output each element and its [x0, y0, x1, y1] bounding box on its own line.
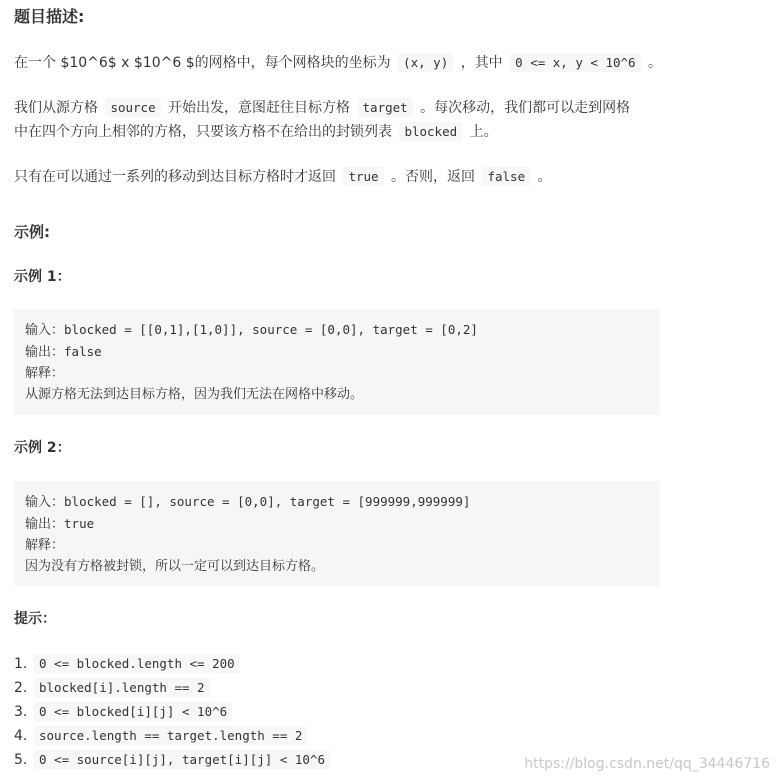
inline-code-false: false [482, 167, 530, 186]
tips-heading: 提示： [14, 611, 56, 627]
example-2-explain-text: 因为没有方格被封锁，所以一定可以到达目标方格。 [25, 559, 325, 574]
example-1-output-label: 输出： [25, 345, 65, 360]
paragraph-movement-text4: 中在四个方向上相邻的方格，只要该方格不在给出的封锁列表 [14, 124, 392, 140]
problem-description-heading: 题目描述: [14, 7, 85, 26]
example-2-input-label: 输入： [25, 495, 65, 510]
paragraph-grid-middle: ，其中 [460, 55, 503, 71]
tip-item [14, 676, 333, 700]
tip-number: 4. [14, 728, 28, 744]
paragraph-movement-text1: 我们从源方格 [14, 100, 98, 116]
example-1-output-value: false [64, 344, 102, 359]
tip-code: 0 <= blocked.length <= 200 [34, 654, 240, 673]
paragraph-grid [14, 50, 662, 76]
tip-number: 5. [14, 752, 28, 768]
paragraph-grid-end: 。 [648, 55, 663, 71]
tips-list [14, 652, 333, 772]
paragraph-return-text1: 只有在可以通过一系列的移动到达目标方格时才返回 [14, 169, 336, 185]
example-2-code-block [14, 481, 660, 586]
inline-code-blocked: blocked [399, 122, 462, 141]
paragraph-movement-text3: 。每次移动，我们都可以走到网格 [420, 100, 631, 116]
example-1-input-label: 输入： [25, 323, 65, 338]
tip-code: 0 <= blocked[i][j] < 10^6 [34, 702, 232, 721]
example-1-output-line [25, 341, 649, 363]
tip-number: 3. [14, 704, 28, 720]
example-1-title: 示例 1： [14, 269, 71, 285]
example-2-output-line [25, 513, 649, 535]
example-2-input-line [25, 491, 649, 513]
tip-code: source.length == target.length == 2 [34, 726, 307, 745]
tip-number: 2. [14, 680, 28, 696]
example-2-input-value: blocked = [], source = [0,0], target = [999999,999999] [64, 494, 471, 509]
paragraph-return-text3: 。 [537, 169, 552, 185]
inline-code-target: target [358, 98, 413, 117]
example-1-code-block [14, 309, 660, 415]
paragraph-movement-text2: 开始出发，意图赶往目标方格 [168, 100, 351, 116]
tip-code: 0 <= source[i][j], target[i][j] < 10^6 [34, 750, 330, 769]
example-1-explain-label: 解释： [25, 366, 65, 381]
examples-heading: 示例: [14, 223, 50, 241]
inline-code-range: 0 <= x, y < 10^6 [510, 53, 640, 72]
tip-code: blocked[i].length == 2 [34, 678, 210, 697]
tip-item [14, 652, 333, 676]
inline-code-coordinates: (x, y) [398, 53, 453, 72]
example-1-input-value: blocked = [[0,1],[1,0]], source = [0,0], target = [0,2] [64, 322, 478, 337]
tip-number: 1. [14, 656, 28, 672]
tip-item [14, 724, 333, 748]
inline-code-source: source [105, 98, 160, 117]
paragraph-grid-text: 在一个 $10^6$ x $10^6 $的网格中，每个网格块的坐标为 [14, 55, 391, 71]
inline-code-true: true [343, 167, 383, 186]
paragraph-return [14, 164, 552, 190]
paragraph-movement-line1 [14, 95, 630, 121]
example-2-title: 示例 2： [14, 440, 71, 456]
example-2-explain-label: 解释： [25, 538, 65, 553]
paragraph-movement-text5: 上。 [469, 124, 498, 140]
example-1-explain-text: 从源方格无法到达目标方格，因为我们无法在网格中移动。 [25, 387, 364, 402]
example-1-input-line [25, 319, 649, 341]
paragraph-return-text2: 。否则，返回 [391, 169, 476, 185]
tip-item [14, 700, 333, 724]
blog-watermark: https://blog.csdn.net/qq_34446716 [524, 756, 770, 772]
example-2-output-label: 输出： [25, 517, 65, 532]
tip-item [14, 748, 333, 772]
paragraph-movement-line2 [14, 119, 498, 145]
example-2-output-value: true [64, 516, 95, 531]
